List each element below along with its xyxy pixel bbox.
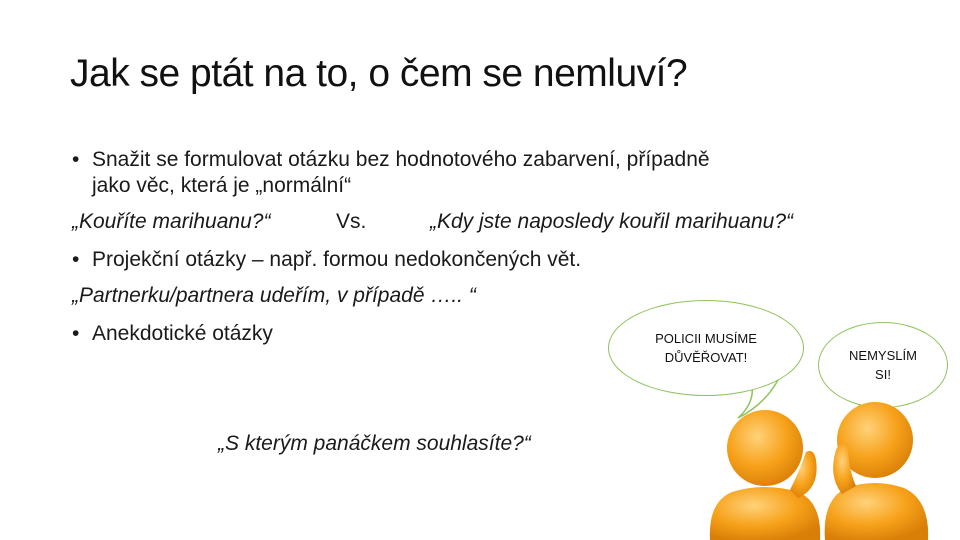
speech-bubble-left-line-2: DŮVĚŘOVAT!	[664, 350, 748, 365]
left-figure	[710, 410, 820, 540]
example-1-right: „Kdy jste naposledy kouřil marihuanu?“	[430, 210, 794, 233]
speech-bubble-right-line-2: SI!	[875, 367, 891, 382]
example-1-left: „Kouříte marihuanu?“	[72, 210, 271, 233]
bullet-2	[72, 248, 581, 272]
example-1-vs: Vs.	[336, 210, 367, 233]
speech-bubble-left-line-1: POLICII MUSÍME	[655, 331, 757, 346]
bullet-3	[72, 322, 273, 346]
bullet-marker: •	[72, 148, 80, 171]
bullet-1-line-1	[72, 148, 710, 172]
bullet-2-text: Projekční otázky – např. formou nedokončených vět.	[92, 248, 582, 271]
bullet-1-text: Snažit se formulovat otázku bez hodnotového zabarvení, případně	[92, 148, 710, 171]
right-figure	[825, 402, 928, 540]
bullet-3-text: Anekdotické otázky	[92, 322, 273, 345]
example-3: „S kterým panáčkem souhlasíte?“	[218, 432, 531, 455]
bullet-1-line-2: jako věc, která je „normální“	[92, 174, 352, 197]
speech-bubble-left	[608, 300, 804, 396]
speech-bubble-right-line-1: NEMYSLÍM	[849, 348, 917, 363]
slide-title: Jak se ptát na to, o čem se nemluví?	[70, 52, 688, 95]
example-2: „Partnerku/partnera udeřím, v případě ….. “	[72, 284, 476, 307]
bullet-marker: •	[72, 322, 80, 345]
figures-illustration	[690, 390, 960, 540]
bullet-marker: •	[72, 248, 80, 271]
